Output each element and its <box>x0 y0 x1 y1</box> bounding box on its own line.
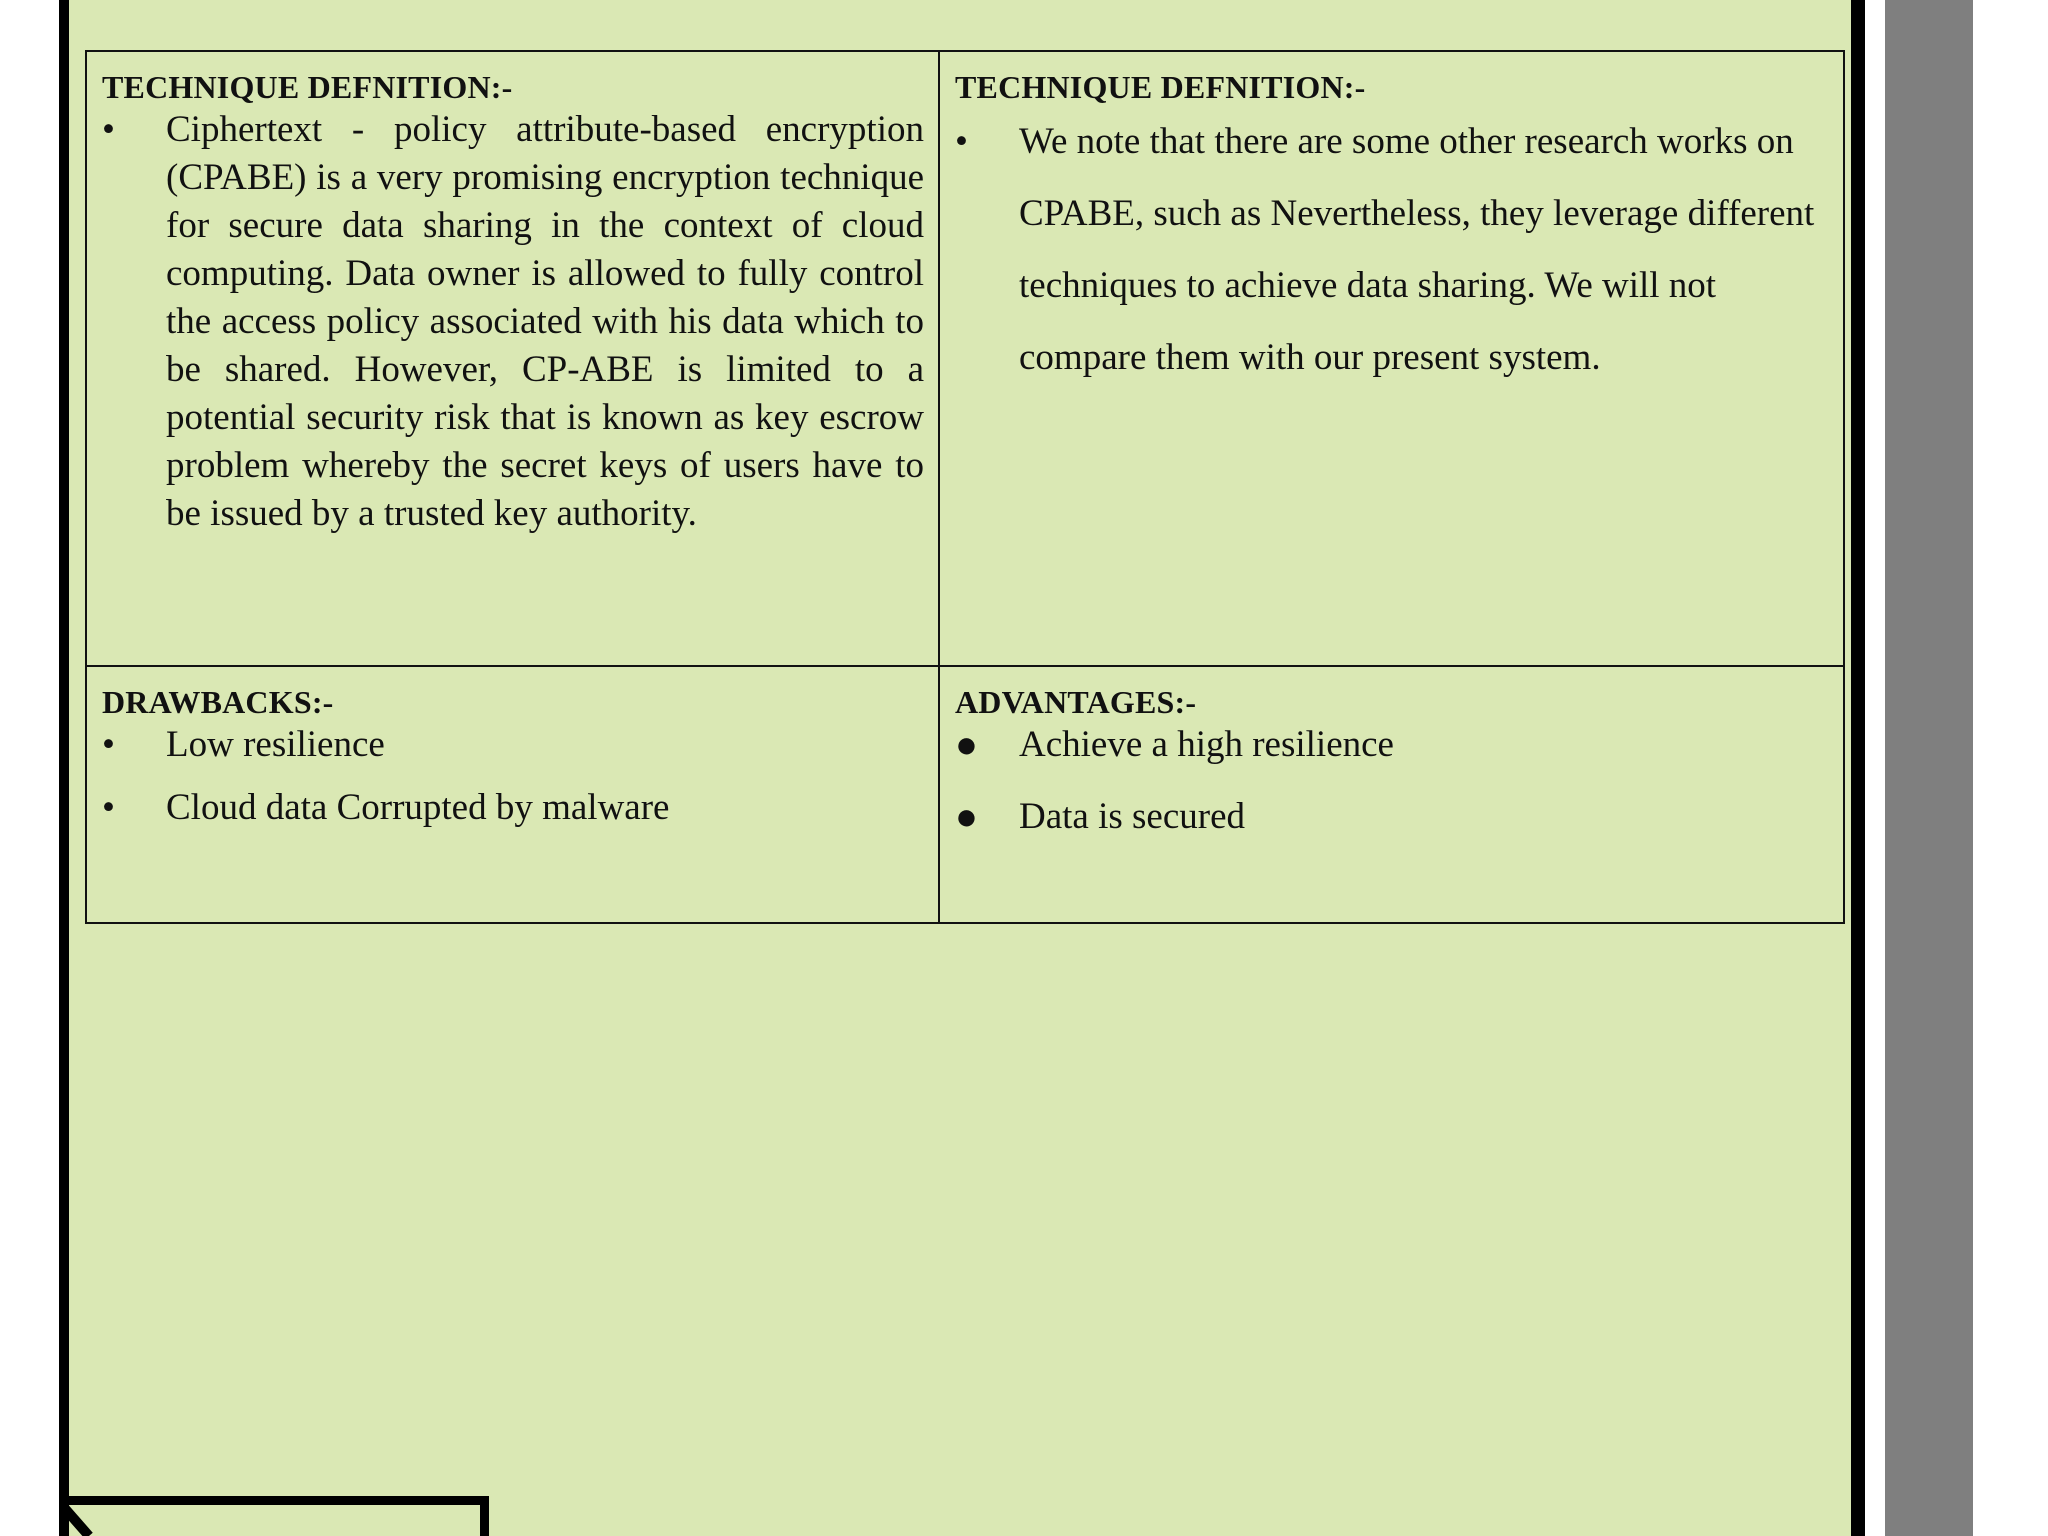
bullet-marker: ● <box>955 724 978 766</box>
bullet-marker: • <box>955 121 968 162</box>
bullet-marker: • <box>102 109 115 150</box>
table-row <box>86 51 1844 666</box>
list-item-text: Cloud data Corrupted by malware <box>166 787 670 828</box>
bullet-marker: ● <box>955 796 978 838</box>
side-shadow <box>1885 0 1973 1536</box>
bullet-list <box>955 721 1829 841</box>
page-corner-tab <box>59 1496 489 1536</box>
bullet-list <box>102 721 924 832</box>
list-item-text: Low resilience <box>166 724 385 765</box>
bullet-list <box>102 106 924 538</box>
list-item <box>102 784 924 832</box>
list-item-text: Ciphertext - policy attribute-based encryption (CPABE) is a very promising encryption technique for secure data sharing in the context of cloud computing. Data owner is allowed to fully control the access policy associated with his data which to be shared. However, CP-ABE is limited to a potential security risk that is known as key escrow problem whereby the secret keys of users have to be issued by a trusted key authority. <box>166 109 924 534</box>
cell-heading: TECHNIQUE DEFNITION:- <box>102 69 513 105</box>
list-item-text: We note that there are some other research works on CPABE, such as Nevertheless, they leverage different techniques to achieve data sharing. We will not compare them with our present system. <box>1019 121 1815 378</box>
technique-definition-cell-left <box>86 51 939 666</box>
cell-heading: TECHNIQUE DEFNITION:- <box>955 69 1366 105</box>
comparison-table <box>85 50 1845 924</box>
bullet-marker: • <box>102 787 115 828</box>
bullet-marker: • <box>102 724 115 765</box>
advantages-cell <box>939 666 1844 923</box>
list-item-text: Data is secured <box>1019 796 1246 837</box>
list-item <box>955 106 1829 394</box>
list-item <box>955 793 1829 841</box>
list-item <box>102 721 924 769</box>
list-item-text: Achieve a high resilience <box>1019 724 1394 765</box>
list-item <box>102 106 924 538</box>
cell-heading: ADVANTAGES:- <box>955 684 1197 720</box>
table-row <box>86 666 1844 923</box>
drawbacks-cell <box>86 666 939 923</box>
technique-definition-cell-right <box>939 51 1844 666</box>
bullet-list <box>955 106 1829 394</box>
list-item <box>955 721 1829 769</box>
cell-heading: DRAWBACKS:- <box>102 684 334 720</box>
